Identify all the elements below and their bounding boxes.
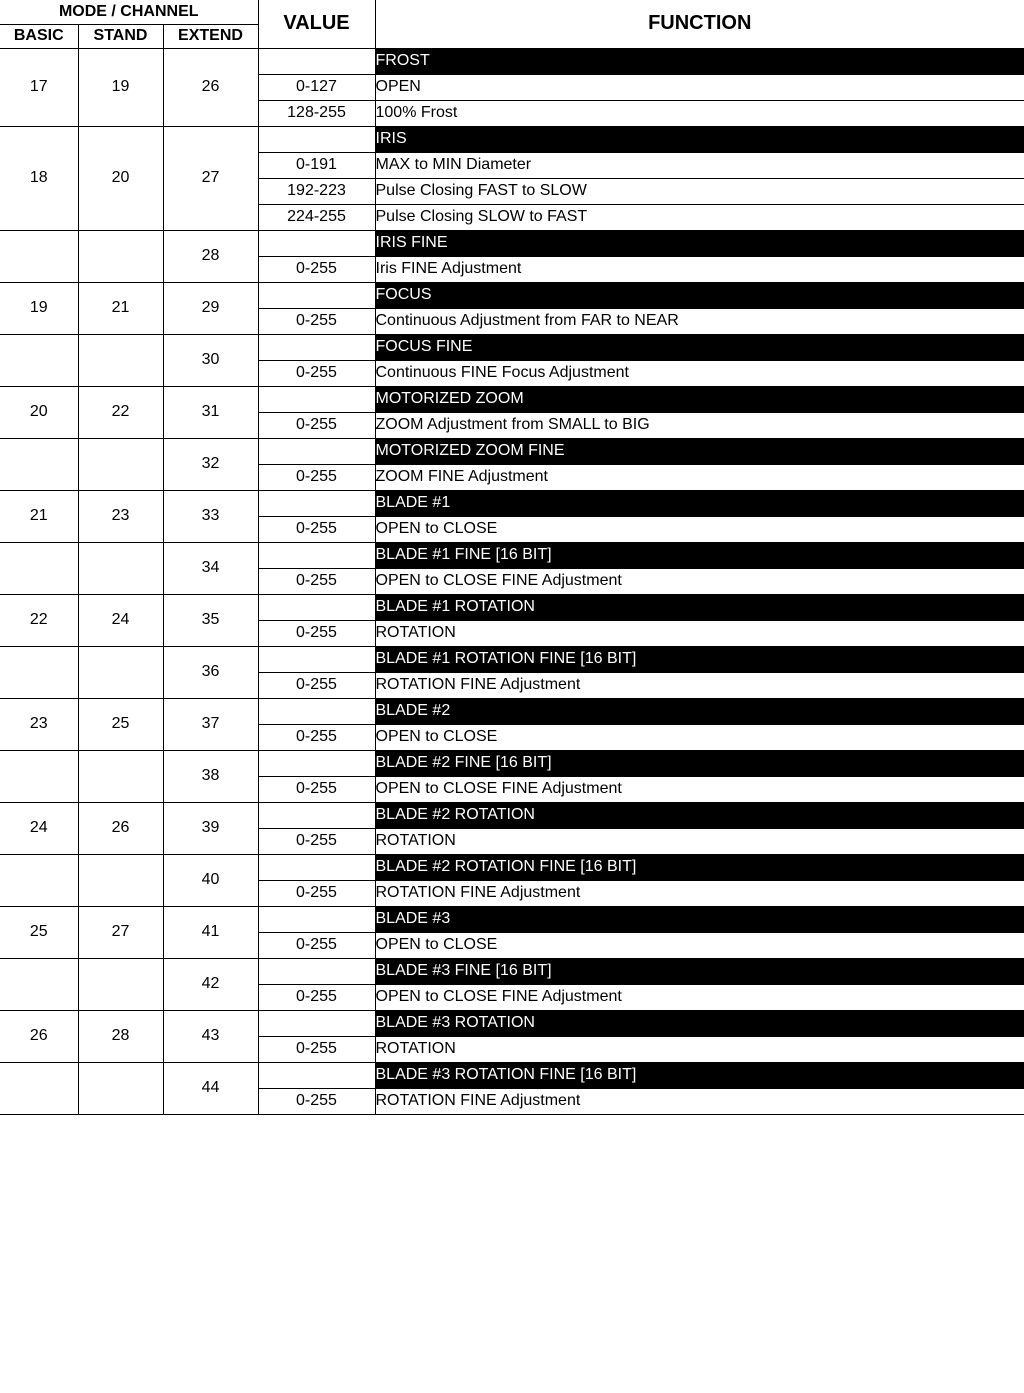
channel-basic: 25	[0, 906, 78, 958]
channel-extend: 29	[163, 282, 258, 334]
channel-extend: 36	[163, 646, 258, 698]
channel-stand	[78, 438, 163, 490]
channel-extend: 35	[163, 594, 258, 646]
channel-basic	[0, 438, 78, 490]
channel-basic: 17	[0, 48, 78, 126]
function-title: BLADE #3 ROTATION FINE [16 BIT]	[375, 1062, 1024, 1088]
channel-stand	[78, 230, 163, 282]
title-value-cell	[258, 542, 375, 568]
channel-title-row	[0, 1062, 1024, 1088]
title-value-cell	[258, 854, 375, 880]
function-description: Continuous Adjustment from FAR to NEAR	[375, 308, 1024, 334]
channel-basic: 18	[0, 126, 78, 230]
channel-basic: 21	[0, 490, 78, 542]
function-description: OPEN to CLOSE	[375, 516, 1024, 542]
table-body	[0, 48, 1024, 1114]
channel-title-row	[0, 490, 1024, 516]
channel-title-row	[0, 698, 1024, 724]
function-description: OPEN to CLOSE	[375, 932, 1024, 958]
title-value-cell	[258, 750, 375, 776]
channel-title-row	[0, 282, 1024, 308]
function-description: ROTATION FINE Adjustment	[375, 672, 1024, 698]
channel-extend: 40	[163, 854, 258, 906]
value-range: 0-255	[258, 724, 375, 750]
channel-title-row	[0, 958, 1024, 984]
function-description: ROTATION	[375, 620, 1024, 646]
title-value-cell	[258, 438, 375, 464]
channel-title-row	[0, 802, 1024, 828]
channel-title-row	[0, 386, 1024, 412]
title-value-cell	[258, 126, 375, 152]
channel-title-row	[0, 334, 1024, 360]
title-value-cell	[258, 802, 375, 828]
value-range: 0-255	[258, 516, 375, 542]
channel-stand	[78, 334, 163, 386]
function-header: FUNCTION	[375, 0, 1024, 48]
value-range: 0-255	[258, 776, 375, 802]
channel-stand: 28	[78, 1010, 163, 1062]
function-description: ZOOM Adjustment from SMALL to BIG	[375, 412, 1024, 438]
channel-extend: 42	[163, 958, 258, 1010]
function-description: ROTATION FINE Adjustment	[375, 880, 1024, 906]
title-value-cell	[258, 1062, 375, 1088]
channel-basic	[0, 334, 78, 386]
value-header: VALUE	[258, 0, 375, 48]
function-description: Pulse Closing FAST to SLOW	[375, 178, 1024, 204]
title-value-cell	[258, 698, 375, 724]
function-title: BLADE #2	[375, 698, 1024, 724]
value-range: 0-255	[258, 620, 375, 646]
value-range: 0-255	[258, 360, 375, 386]
mode-channel-header: MODE / CHANNEL	[0, 0, 258, 24]
function-description: MAX to MIN Diameter	[375, 152, 1024, 178]
channel-extend: 28	[163, 230, 258, 282]
channel-stand	[78, 1062, 163, 1114]
function-title: BLADE #1	[375, 490, 1024, 516]
function-description: OPEN	[375, 74, 1024, 100]
channel-stand: 21	[78, 282, 163, 334]
channel-title-row	[0, 854, 1024, 880]
title-value-cell	[258, 282, 375, 308]
function-description: OPEN to CLOSE FINE Adjustment	[375, 776, 1024, 802]
function-description: OPEN to CLOSE FINE Adjustment	[375, 568, 1024, 594]
value-range: 0-127	[258, 74, 375, 100]
channel-stand: 27	[78, 906, 163, 958]
function-description: ZOOM FINE Adjustment	[375, 464, 1024, 490]
title-value-cell	[258, 230, 375, 256]
value-range: 0-255	[258, 568, 375, 594]
title-value-cell	[258, 386, 375, 412]
channel-stand: 22	[78, 386, 163, 438]
channel-title-row	[0, 542, 1024, 568]
function-title: BLADE #3 ROTATION	[375, 1010, 1024, 1036]
channel-extend: 27	[163, 126, 258, 230]
channel-basic	[0, 958, 78, 1010]
function-description: ROTATION FINE Adjustment	[375, 1088, 1024, 1114]
title-value-cell	[258, 958, 375, 984]
value-range: 0-255	[258, 256, 375, 282]
function-title: FROST	[375, 48, 1024, 74]
channel-stand: 19	[78, 48, 163, 126]
function-title: BLADE #3	[375, 906, 1024, 932]
title-value-cell	[258, 594, 375, 620]
function-title: FOCUS	[375, 282, 1024, 308]
value-range: 224-255	[258, 204, 375, 230]
channel-extend: 38	[163, 750, 258, 802]
channel-title-row	[0, 126, 1024, 152]
channel-stand: 24	[78, 594, 163, 646]
channel-basic: 22	[0, 594, 78, 646]
channel-extend: 30	[163, 334, 258, 386]
channel-title-row	[0, 1010, 1024, 1036]
channel-basic: 19	[0, 282, 78, 334]
channel-title-row	[0, 594, 1024, 620]
channel-basic	[0, 854, 78, 906]
title-value-cell	[258, 48, 375, 74]
value-range: 0-255	[258, 1036, 375, 1062]
channel-title-row	[0, 750, 1024, 776]
function-description: ROTATION	[375, 828, 1024, 854]
value-range: 0-255	[258, 984, 375, 1010]
channel-title-row	[0, 48, 1024, 74]
channel-extend: 43	[163, 1010, 258, 1062]
channel-basic	[0, 750, 78, 802]
extend-header: EXTEND	[163, 24, 258, 48]
channel-stand: 25	[78, 698, 163, 750]
channel-title-row	[0, 646, 1024, 672]
function-description: OPEN to CLOSE	[375, 724, 1024, 750]
value-range: 0-255	[258, 1088, 375, 1114]
function-title: BLADE #2 ROTATION FINE [16 BIT]	[375, 854, 1024, 880]
channel-title-row	[0, 438, 1024, 464]
function-description: ROTATION	[375, 1036, 1024, 1062]
basic-header: BASIC	[0, 24, 78, 48]
title-value-cell	[258, 1010, 375, 1036]
value-range: 128-255	[258, 100, 375, 126]
function-title: MOTORIZED ZOOM	[375, 386, 1024, 412]
value-range: 0-255	[258, 828, 375, 854]
channel-extend: 39	[163, 802, 258, 854]
channel-basic	[0, 1062, 78, 1114]
function-description: Iris FINE Adjustment	[375, 256, 1024, 282]
value-range: 192-223	[258, 178, 375, 204]
channel-extend: 33	[163, 490, 258, 542]
channel-basic	[0, 646, 78, 698]
function-description: Continuous FINE Focus Adjustment	[375, 360, 1024, 386]
channel-extend: 44	[163, 1062, 258, 1114]
function-title: MOTORIZED ZOOM FINE	[375, 438, 1024, 464]
title-value-cell	[258, 906, 375, 932]
channel-basic: 24	[0, 802, 78, 854]
channel-stand	[78, 958, 163, 1010]
function-title: FOCUS FINE	[375, 334, 1024, 360]
channel-stand	[78, 750, 163, 802]
channel-stand	[78, 854, 163, 906]
stand-header: STAND	[78, 24, 163, 48]
value-range: 0-255	[258, 880, 375, 906]
channel-basic: 26	[0, 1010, 78, 1062]
value-range: 0-255	[258, 464, 375, 490]
value-range: 0-255	[258, 672, 375, 698]
channel-stand	[78, 542, 163, 594]
channel-extend: 37	[163, 698, 258, 750]
function-title: BLADE #3 FINE [16 BIT]	[375, 958, 1024, 984]
value-range: 0-255	[258, 308, 375, 334]
channel-basic	[0, 542, 78, 594]
function-title: BLADE #2 FINE [16 BIT]	[375, 750, 1024, 776]
value-range: 0-255	[258, 412, 375, 438]
channel-stand: 20	[78, 126, 163, 230]
value-range: 0-255	[258, 932, 375, 958]
channel-title-row	[0, 906, 1024, 932]
function-description: OPEN to CLOSE FINE Adjustment	[375, 984, 1024, 1010]
channel-extend: 41	[163, 906, 258, 958]
function-title: IRIS	[375, 126, 1024, 152]
channel-title-row	[0, 230, 1024, 256]
channel-basic	[0, 230, 78, 282]
function-title: IRIS FINE	[375, 230, 1024, 256]
channel-extend: 32	[163, 438, 258, 490]
channel-basic: 20	[0, 386, 78, 438]
function-title: BLADE #1 FINE [16 BIT]	[375, 542, 1024, 568]
channel-stand	[78, 646, 163, 698]
title-value-cell	[258, 490, 375, 516]
channel-stand: 26	[78, 802, 163, 854]
channel-stand: 23	[78, 490, 163, 542]
function-title: BLADE #2 ROTATION	[375, 802, 1024, 828]
function-title: BLADE #1 ROTATION FINE [16 BIT]	[375, 646, 1024, 672]
title-value-cell	[258, 646, 375, 672]
channel-basic: 23	[0, 698, 78, 750]
channel-extend: 26	[163, 48, 258, 126]
channel-extend: 31	[163, 386, 258, 438]
channel-extend: 34	[163, 542, 258, 594]
function-description: 100% Frost	[375, 100, 1024, 126]
value-range: 0-191	[258, 152, 375, 178]
function-description: Pulse Closing SLOW to FAST	[375, 204, 1024, 230]
title-value-cell	[258, 334, 375, 360]
function-title: BLADE #1 ROTATION	[375, 594, 1024, 620]
